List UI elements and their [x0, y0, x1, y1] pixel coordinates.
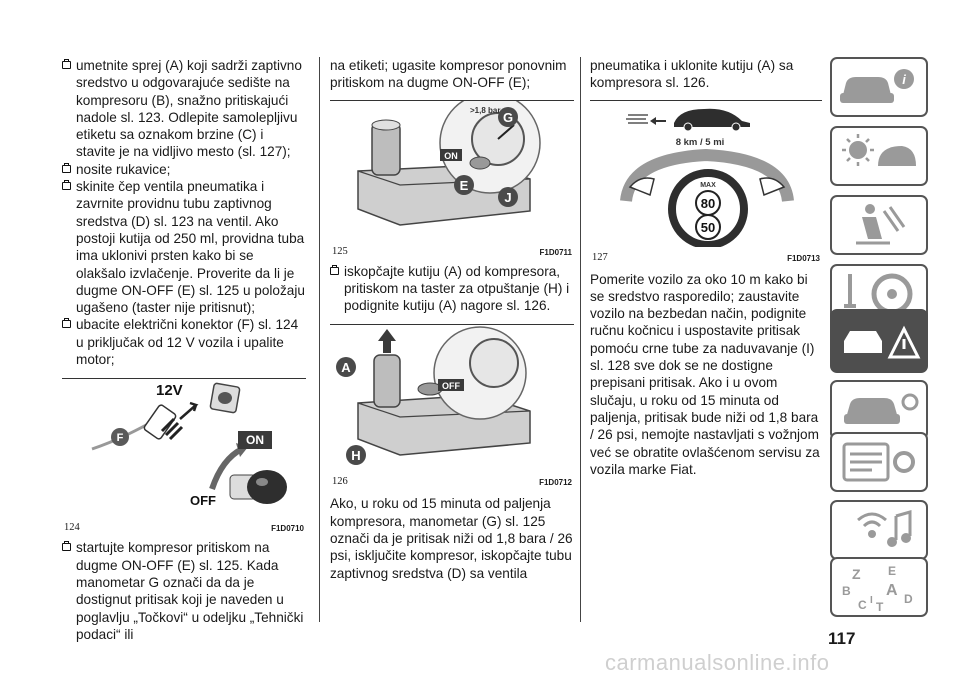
column-3 [590, 57, 822, 478]
multimedia-icon [832, 502, 926, 558]
chapter-tab-car-info[interactable] [830, 57, 928, 117]
label-off: OFF [190, 493, 216, 509]
index-letter: A [886, 582, 898, 599]
figure-125 [330, 100, 574, 257]
bullet-text: nosite rukavice; [62, 161, 306, 178]
index-letter: C [858, 598, 867, 612]
svg-text:i: i [902, 72, 906, 87]
bullet-text: skinite čep ventila pneumatika i zavrnite providnu tubu zaptivnog sredstva (D) sl. 123 na ventil. Ako postoji kutija od 250 ml, providna tuba ima uklonivi prsten kako bi se olakšalo izvlačenje. Proverite da li je dugme ON-OFF (E) sl. 125 u položaju ugašeno (taster nije pritisnut); [62, 178, 306, 316]
label-speed: 8 km / 5 mi [675, 136, 725, 148]
column-divider-1 [319, 57, 320, 622]
chapter-tab-emergency[interactable] [830, 309, 928, 373]
figure-code: F1D0712 [539, 478, 572, 488]
seat-airbag-icon [832, 197, 926, 253]
paragraph: pneumatika i uklonite kutiju (A) sa kompresora sl. 126. [590, 58, 794, 91]
figure-code: F1D0711 [539, 247, 572, 257]
label-bar: >1,8 bar [470, 105, 501, 115]
label-g: G [502, 109, 514, 125]
bullet-text: iskopčajte kutiju (A) od kompresora, pritiskom na taster za otpuštanje (H) i podignite kutiju (A) nagore sl. 126. [330, 263, 574, 315]
connector-illustration [62, 379, 306, 517]
label-on: ON [444, 150, 458, 161]
paragraph: na etiketi; ugasite kompresor ponovnim pritiskom na dugme ON-OFF (E); [330, 58, 567, 91]
index-letter: B [842, 584, 851, 598]
label-off: OFF [442, 381, 460, 392]
column-1 [62, 57, 306, 643]
chapter-tab-maintenance[interactable] [830, 380, 928, 440]
figure-127 [590, 100, 822, 263]
checklist-gear-icon [832, 434, 926, 490]
paragraph: Ako, u roku od 15 minuta od paljenja kompresora, manometar (G) sl. 125 označi da je pritisak niži od 1,8 bara / 26 psi, isključite kompresor, iskopčajte tubu zaptivnog sredstva (D) sa ventila [330, 496, 573, 581]
figure-124 [62, 378, 306, 533]
chapter-tab-index[interactable] [830, 557, 928, 617]
index-letter: E [888, 564, 897, 578]
figure-caption [330, 471, 574, 487]
chapter-tab-dashboard[interactable] [830, 126, 928, 186]
label-80: 80 [700, 195, 716, 211]
paragraph: Pomerite vozilo za oko 10 m kako bi se sredstvo rasporedilo; zaustavite vozilo na bezbedan način, podignite ručnu kočnicu i uspostavite pritisak pomoću crne tube za naduvavanje (I) sl. 128 sve dok se ne dostigne prepisani pritisak. Ako i u ovom slučaju, u roku od 15 minuta od paljenja, pritisak bude niži od 1,8 bara / 26 psi, nemojte nastavljati s vožnjom već se obratite ovlašćenom servisu za vozila marke Fiat. [590, 271, 820, 477]
figure-number: 125 [332, 245, 348, 257]
figure-number: 124 [64, 522, 80, 534]
chapter-tab-technical-data[interactable] [830, 432, 928, 492]
figure-caption [590, 247, 822, 263]
watermark: carmanualsonline.info [605, 650, 830, 675]
label-e: E [459, 177, 469, 193]
compressor-gauge-illustration [330, 101, 574, 241]
index-letter: Z [852, 566, 861, 582]
label-12v: 12V [156, 382, 183, 400]
dashboard-lights-icon [832, 128, 926, 184]
figure-code: F1D0713 [787, 253, 820, 263]
label-on: ON [246, 433, 264, 448]
column-divider-2 [580, 57, 581, 622]
warning-triangle-icon [832, 311, 926, 371]
figure-caption [330, 241, 574, 257]
index-letter: T [876, 600, 884, 614]
driving-speed-illustration [590, 101, 822, 247]
label-h: H [351, 448, 361, 464]
label-f: F [116, 432, 124, 445]
bullet-text: startujte kompresor pritiskom na dugme ON-OFF (E) sl. 125. Kada manometar G označi da da je dostignut pritisak koji je naveden u poglavlju „Točkovi“ u odeljku „Tehnički podaci“ ili [62, 539, 306, 643]
canister-release-illustration [330, 325, 574, 471]
bullet-text: ubacite električni konektor (F) sl. 124 u priključak od 12 V vozila i upalite motor; [62, 316, 306, 368]
index-letter: I [870, 595, 873, 606]
label-50: 50 [700, 219, 716, 235]
figure-126 [330, 324, 574, 487]
page-number: 117 [828, 629, 856, 648]
bullet-text: umetnite sprej (A) koji sadrži zaptivno sredstvo u odgovarajuće sedište na kompresoru (B), snažno pritiskajući nadole sl. 123. Odlepite samolepljivu etiketu sa oznakom brzine (C) i stavite je na vidljivo mesto (sl. 127); [62, 57, 306, 161]
car-info-icon [832, 59, 926, 115]
label-max: MAX [700, 181, 716, 189]
figure-number: 126 [332, 476, 348, 488]
figure-number: 127 [592, 251, 608, 263]
index-letter: D [904, 592, 913, 606]
car-service-icon [832, 382, 926, 438]
chapter-tab-multimedia[interactable] [830, 500, 928, 560]
figure-code: F1D0710 [271, 524, 304, 534]
label-a: A [341, 360, 351, 376]
chapter-tab-safety[interactable] [830, 195, 928, 255]
alphabet-index-icon [832, 559, 926, 615]
figure-caption [62, 517, 306, 533]
label-j: J [504, 189, 512, 205]
column-2 [330, 57, 574, 582]
